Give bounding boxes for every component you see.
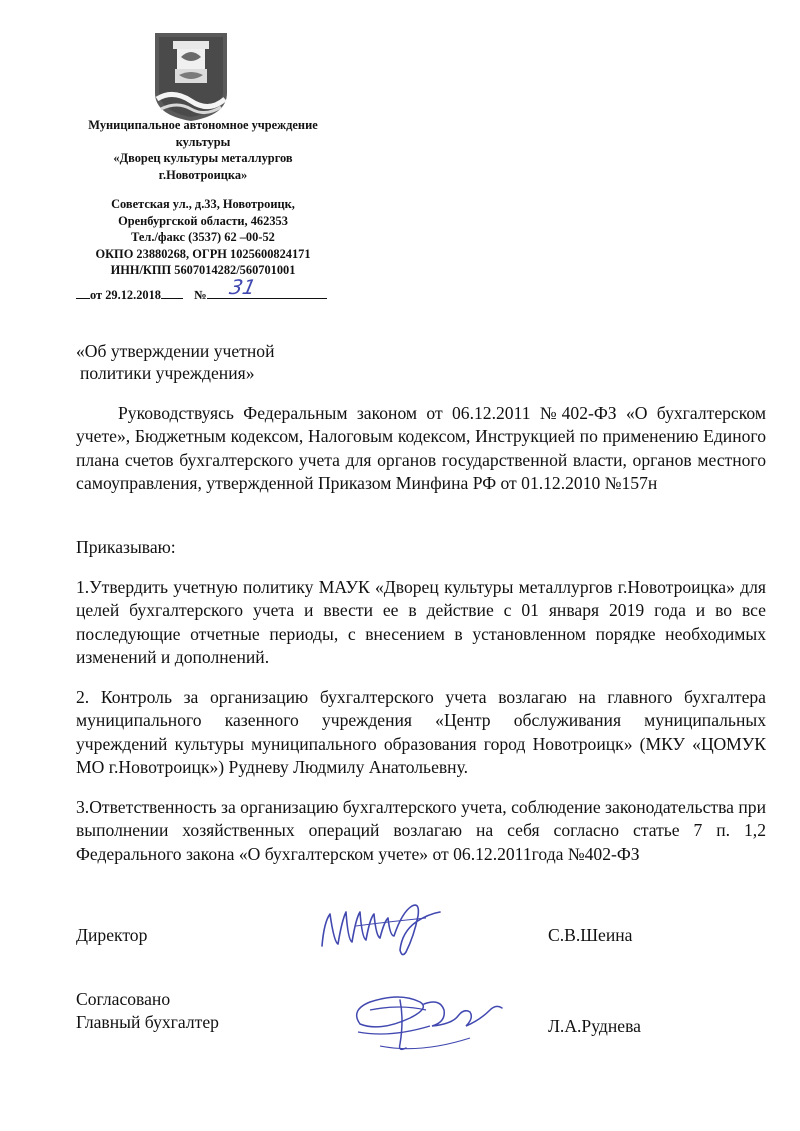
- registration-line: [76, 286, 327, 303]
- address-line: ОКПО 23880268, ОГРН 1025600824171: [95, 246, 311, 261]
- address-line: Советская ул., д.33, Новотроицк,: [111, 197, 295, 211]
- director-signature: [316, 892, 446, 962]
- org-line: г.Новотроицка»: [158, 167, 248, 182]
- organization-name: [58, 117, 348, 183]
- coat-of-arms-emblem: [153, 31, 229, 123]
- accountant-name: Л.А.Руднева: [548, 1016, 641, 1036]
- document-number-label: №: [194, 288, 207, 302]
- accountant-signature: [340, 980, 510, 1060]
- accountant-title: Главный бухгалтер: [76, 1012, 219, 1032]
- director-title: Директор: [76, 925, 148, 945]
- handwritten-document-number: 31: [227, 275, 259, 299]
- organization-address: [58, 196, 348, 279]
- address-line: Тел./факс (3537) 62 –00-52: [131, 230, 275, 244]
- director-name: С.В.Шеина: [548, 925, 633, 945]
- order-heading: Приказываю:: [76, 537, 176, 557]
- document-subject: [76, 340, 476, 384]
- order-item-1: 1.Утвердить учетную политику МАУК «Дворец культуры металлургов г.Новотроицка» для целей бухгалтерского учета и ввести ее в действие с 01 января 2019 года и во все последующие отчетные периоды, с внесением в установленном порядке необходимых изменений и дополнений.: [76, 577, 766, 668]
- subject-line: политики учреждения»: [80, 363, 255, 383]
- org-line: «Дворец культуры металлургов: [113, 151, 293, 165]
- subject-line: «Об утверждении учетной: [76, 341, 275, 361]
- org-line: культуры: [175, 134, 231, 149]
- org-line: Муниципальное автономное учреждение: [88, 118, 318, 132]
- agreed-label: Согласовано: [76, 989, 171, 1009]
- document-date: от 29.12.2018: [90, 288, 161, 302]
- intro-paragraph: Руководствуясь Федеральным законом от 06.12.2011 №402-ФЗ «О бухгалтерском учете», Бюджетным кодексом, Налоговым кодексом, Инструкцией по применению Единого плана счетов бухгалтерского учета для органов государственной власти, органов местного самоуправления, утвержденной Приказом Минфина РФ от 01.12.2010 №157н: [76, 403, 766, 494]
- order-item-3: 3.Ответственность за организацию бухгалтерского учета, соблюдение законодательства при выполнении хозяйственных операций возлагаю на себя согласно статье 7 п. 1,2 Федерального закона «О бухгалтерском учете» от 06.12.2011года №402-ФЗ: [76, 797, 766, 864]
- address-line: ИНН/КПП 5607014282/560701001: [110, 263, 296, 277]
- order-item-2: 2. Контроль за организацию бухгалтерского учета возлагаю на главного бухгалтера муниципального казенного учреждения «Центр обслуживания муниципальных учреждений культуры муниципального образования город Новотроицк» (МКУ «ЦОМУК МО г.Новотроицк») Рудневу Людмилу Анатольевну.: [76, 687, 766, 778]
- address-line: Оренбургской области, 462353: [118, 213, 288, 228]
